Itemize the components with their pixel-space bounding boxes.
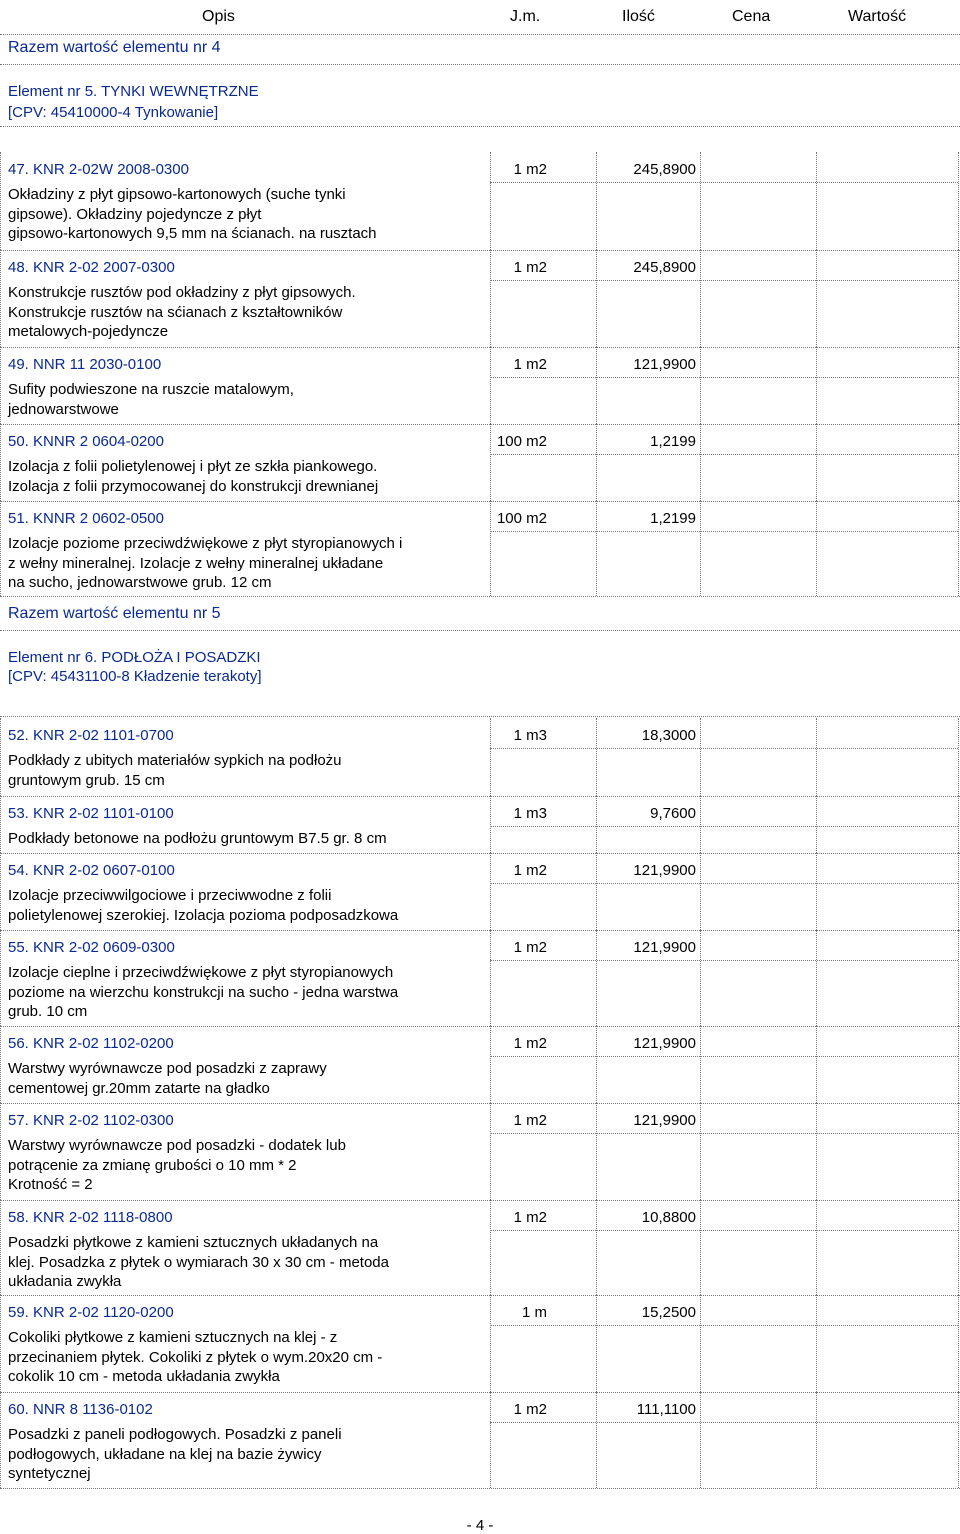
column-separator (816, 853, 817, 930)
column-separator (958, 1295, 959, 1392)
item-description: Konstrukcje rusztów na sćianach z kształtowników (8, 303, 343, 321)
column-separator (700, 152, 701, 250)
item-quantity: 121,9900 (633, 862, 696, 879)
column-separator (0, 424, 1, 501)
column-separator (816, 1392, 817, 1488)
column-separator (0, 1026, 1, 1103)
row-separator (0, 596, 960, 597)
item-description: Izolacja z folii polietylenowej i płyt ze szkła piankowego. (8, 458, 378, 475)
item-description: Podkłady z ubitych materiałów sypkich na podłożu (8, 752, 342, 769)
row-separator (490, 1133, 958, 1134)
item-quantity: 111,1100 (636, 1401, 696, 1418)
column-separator (0, 1103, 1, 1200)
item-description: Posadzki płytkowe z kamieni sztucznych układanych na (8, 1234, 379, 1251)
column-separator (0, 1295, 1, 1392)
row-separator (490, 182, 958, 183)
item-code: 58. KNR 2-02 1118-0800 (8, 1209, 173, 1226)
item-unit: 1 m2 (513, 862, 547, 879)
element-6-title: Element nr 6. PODŁOŻA I POSADZKI (8, 649, 261, 666)
item-unit: 1 m (521, 1304, 547, 1321)
item-description: układania zwykła (8, 1273, 122, 1290)
column-separator (958, 250, 959, 347)
cost-table (0, 34, 960, 1489)
item-description: Podkłady betonowe na podłożu gruntowym B7.5 gr. 8 cm (8, 830, 387, 847)
item-description: Konstrukcje rusztów pod okładziny z płyt gipsowych. (8, 284, 356, 301)
row-separator (490, 826, 958, 827)
column-separator (0, 347, 1, 424)
item-description: gipsowo-kartonowych 9,5 mm na ścianach. na rusztach (8, 225, 377, 242)
row-separator (490, 748, 958, 749)
element-total-4: Razem wartość elementu nr 4 (8, 39, 221, 56)
item-code: 49. NNR 11 2030-0100 (8, 356, 162, 373)
row-separator (490, 280, 958, 281)
item-description: gipsowe). Okładziny pojedyncze z płyt (8, 205, 262, 223)
element-total-5: Razem wartość elementu nr 5 (8, 605, 221, 622)
item-description: Izolacje cieplne i przeciwdźwiękowe z płyt styropianowych (8, 964, 394, 981)
item-description: Sufity podwieszone na ruszcie matalowym, (8, 381, 294, 398)
item-unit: 1 m2 (513, 1401, 547, 1418)
column-separator (700, 1392, 701, 1488)
column-separator (816, 796, 817, 853)
element-5-cpv: [CPV: 45410000-4 Tynkowanie] (8, 104, 219, 121)
item-unit: 1 m2 (513, 939, 547, 956)
column-separator (700, 250, 701, 347)
item-description: Warstwy wyrównawcze pod posadzki - dodatek lub (8, 1137, 346, 1154)
item-unit: 1 m2 (513, 1035, 547, 1052)
column-separator (700, 501, 701, 596)
header-separator (0, 34, 960, 35)
column-separator (958, 718, 959, 796)
column-separator (816, 501, 817, 596)
row-separator (0, 716, 960, 717)
item-description: cementowej gr.20mm zatarte na gładko (8, 1079, 270, 1097)
item-description: Izolacje przeciwwilgociowe i przeciwwodne z folii (8, 887, 332, 904)
item-description: poziome na wierzchu konstrukcji na sucho - jedna warstwa (8, 983, 399, 1001)
item-description: potrącenie za zmianę grubości o 10 mm * 2 (8, 1156, 297, 1174)
item-unit: 100 m2 (496, 433, 547, 450)
item-quantity: 1,2199 (650, 510, 696, 527)
item-code: 51. KNNR 2 0602-0500 (8, 510, 164, 527)
item-description: Izolacja z folii przymocowanej do konstrukcji drewnianej (8, 477, 379, 495)
item-code: 59. KNR 2-02 1120-0200 (8, 1304, 174, 1321)
column-separator (700, 347, 701, 424)
element-5-title: Element nr 5. TYNKI WEWNĘTRZNE (8, 83, 259, 100)
header-ilosc: Ilość (622, 8, 655, 25)
item-quantity: 9,7600 (650, 805, 696, 822)
item-description: z wełny mineralnej. Izolacje z wełny mineralnej układane (8, 554, 384, 572)
row-separator (0, 630, 960, 631)
column-separator (958, 853, 959, 930)
column-separator (958, 152, 959, 250)
row-separator (490, 377, 958, 378)
item-unit: 1 m2 (513, 161, 547, 178)
header-opis: Opis (202, 8, 235, 25)
column-separator (816, 718, 817, 796)
item-quantity: 18,3000 (641, 727, 696, 744)
item-description: grub. 10 cm (8, 1003, 88, 1020)
column-separator (958, 347, 959, 424)
item-quantity: 245,8900 (633, 259, 696, 276)
column-separator (0, 152, 1, 250)
column-separator (0, 501, 1, 596)
item-unit: 1 m2 (513, 259, 547, 276)
column-separator (700, 796, 701, 853)
item-quantity: 121,9900 (633, 1112, 696, 1129)
row-separator (490, 1325, 958, 1326)
row-separator (0, 126, 960, 127)
column-separator (958, 930, 959, 1026)
item-quantity: 10,8800 (641, 1209, 696, 1226)
column-separator (0, 930, 1, 1026)
item-description: na sucho, jednowarstwowe grub. 12 cm (8, 574, 272, 591)
item-code: 56. KNR 2-02 1102-0200 (8, 1035, 174, 1052)
item-unit: 1 m2 (513, 356, 547, 373)
column-separator (0, 718, 1, 796)
column-separator (816, 930, 817, 1026)
column-separator (816, 152, 817, 250)
column-separator (816, 347, 817, 424)
row-separator (490, 531, 958, 532)
item-quantity: 121,9900 (633, 356, 696, 373)
item-unit: 100 m2 (496, 510, 547, 527)
column-separator (816, 1295, 817, 1392)
row-separator (490, 454, 958, 455)
row-separator (490, 883, 958, 884)
item-description: polietylenowej szerokiej. Izolacja pozioma podposadzkowa (8, 906, 399, 924)
item-code: 47. KNR 2-02W 2008-0300 (8, 161, 189, 178)
column-separator (700, 1200, 701, 1295)
item-description: jednowarstwowe (8, 400, 119, 418)
column-separator (700, 853, 701, 930)
row-separator (490, 960, 958, 961)
column-separator (958, 1103, 959, 1200)
column-separator (0, 1200, 1, 1295)
page-number: - 4 - (466, 1517, 494, 1534)
item-code: 50. KNNR 2 0604-0200 (8, 433, 164, 450)
item-description: gruntowym grub. 15 cm (8, 771, 165, 789)
column-separator (700, 930, 701, 1026)
item-description: przecinaniem płytek. Cokoliki z płytek o wym.20x20 cm - (8, 1348, 383, 1366)
column-separator (816, 250, 817, 347)
column-separator (816, 1026, 817, 1103)
column-separator (0, 250, 1, 347)
item-unit: 1 m2 (513, 1112, 547, 1129)
header-cena: Cena (732, 8, 771, 25)
item-quantity: 121,9900 (633, 1035, 696, 1052)
element-6-cpv: [CPV: 45431100-8 Kładzenie terakoty] (8, 668, 262, 685)
column-separator (700, 1026, 701, 1103)
row-separator (490, 1230, 958, 1231)
item-description: Warstwy wyrównawcze pod posadzki z zaprawy (8, 1060, 327, 1077)
header-wartosc: Wartość (848, 8, 907, 25)
column-separator (958, 1392, 959, 1488)
column-separator (0, 796, 1, 853)
item-unit: 1 m2 (513, 1209, 547, 1226)
column-separator (816, 1103, 817, 1200)
column-separator (0, 853, 1, 930)
item-quantity: 245,8900 (633, 161, 696, 178)
item-code: 52. KNR 2-02 1101-0700 (8, 727, 174, 744)
item-description: podłogowych, układane na klej na bazie żywicy (8, 1445, 322, 1463)
item-description: Okładziny z płyt gipsowo-kartonowych (suche tynki (8, 186, 346, 203)
item-description: syntetycznej (8, 1465, 91, 1482)
table-bottom (0, 1488, 960, 1489)
item-code: 48. KNR 2-02 2007-0300 (8, 259, 175, 276)
row-separator (0, 64, 960, 65)
column-separator (958, 424, 959, 501)
item-code: 53. KNR 2-02 1101-0100 (8, 805, 174, 822)
item-code: 54. KNR 2-02 0607-0100 (8, 862, 175, 879)
row-separator (490, 1056, 958, 1057)
item-description: metalowych-pojedyncze (8, 323, 169, 340)
item-code: 60. NNR 8 1136-0102 (8, 1401, 153, 1418)
column-separator (816, 424, 817, 501)
item-quantity: 121,9900 (633, 939, 696, 956)
item-code: 55. KNR 2-02 0609-0300 (8, 939, 175, 956)
column-separator (700, 1295, 701, 1392)
header-jm: J.m. (510, 8, 541, 25)
item-description: klej. Posadzka z płytek o wymiarach 30 x 30 cm - metoda (8, 1253, 389, 1271)
column-separator (0, 1392, 1, 1488)
item-description: Izolacje poziome przeciwdźwiękowe z płyt styropianowych i (8, 535, 403, 552)
item-code: 57. KNR 2-02 1102-0300 (8, 1112, 174, 1129)
item-quantity: 15,2500 (641, 1304, 696, 1321)
item-description: cokolik 10 cm - metoda układania zwykła (8, 1368, 280, 1385)
column-separator (700, 1103, 701, 1200)
column-separator (958, 501, 959, 596)
item-unit: 1 m3 (513, 805, 547, 822)
item-description: Posadzki z paneli podłogowych. Posadzki z paneli (8, 1426, 342, 1443)
row-separator (490, 1422, 958, 1423)
column-separator (958, 796, 959, 853)
column-separator (816, 1200, 817, 1295)
column-separator (958, 1026, 959, 1103)
column-separator (958, 1200, 959, 1295)
item-unit: 1 m3 (513, 727, 547, 744)
column-separator (700, 424, 701, 501)
column-separator (700, 718, 701, 796)
table-header (0, 0, 960, 34)
item-description: Krotność = 2 (8, 1176, 93, 1193)
item-quantity: 1,2199 (650, 433, 696, 450)
item-description: Cokoliki płytkowe z kamieni sztucznych na klej - z (8, 1329, 338, 1346)
